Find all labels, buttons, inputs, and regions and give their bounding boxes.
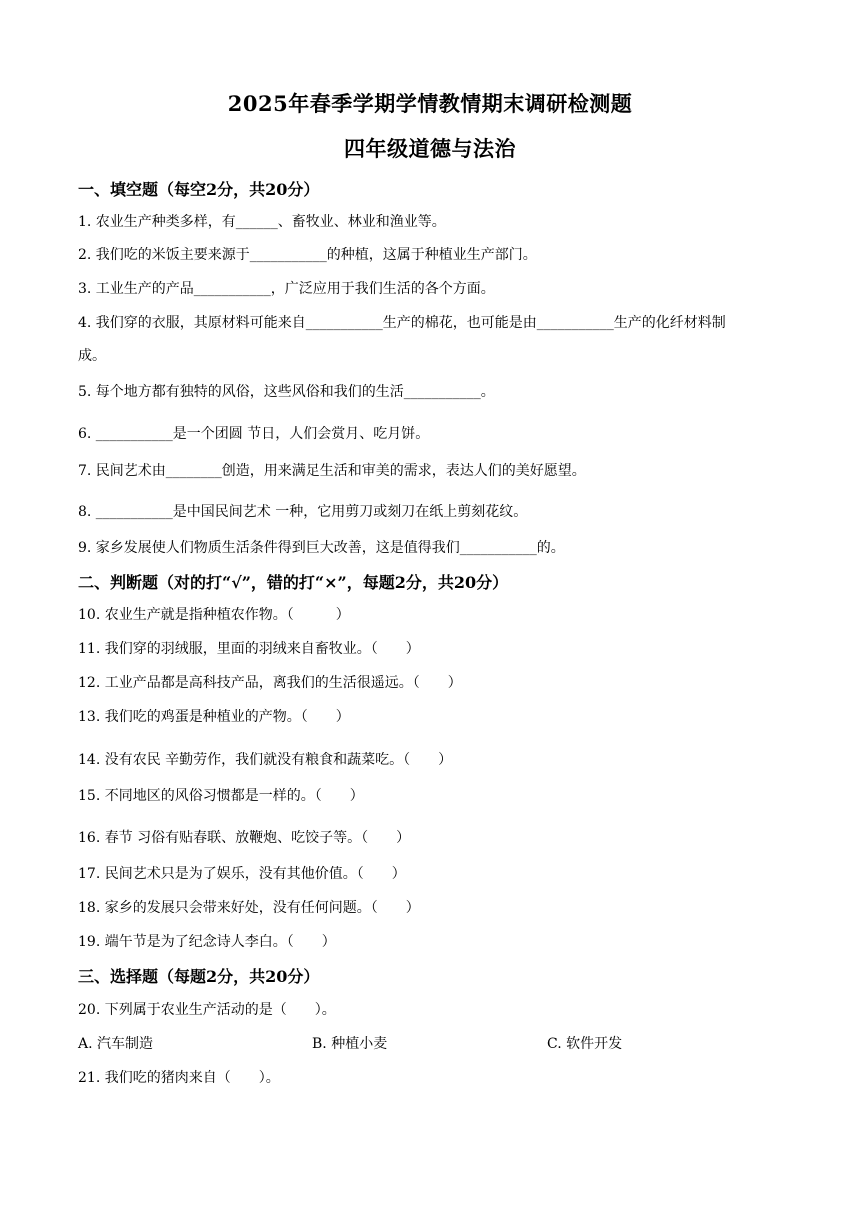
- question-11: 11. 我们穿的羽绒服，里面的羽绒来自畜牧业。（ ）: [78, 641, 420, 657]
- section-heading-judge: 二、判断题（对的打“√”，错的打“×”，每题2分，共20分）: [78, 573, 509, 592]
- question-8: 8. ___________是中国民间艺术 一种，它用剪刀或刻刀在纸上剪刻花纹。: [78, 504, 528, 520]
- question-1: 1. 农业生产种类多样，有______、畜牧业、林业和渔业等。: [78, 214, 446, 230]
- question-3: 3. 工业生产的产品___________，广泛应用于我们生活的各个方面。: [78, 281, 495, 297]
- question-21: 21. 我们吃的猪肉来自（ ）。: [78, 1070, 280, 1086]
- question-12: 12. 工业产品都是高科技产品，离我们的生活很遥远。（ ）: [78, 675, 462, 691]
- section-heading-choice: 三、选择题（每题2分，共20分）: [78, 967, 320, 986]
- question-4-continued: 成。: [78, 348, 106, 364]
- section-heading-fill-blank: 一、填空题（每空2分，共20分）: [78, 180, 320, 199]
- question-6: 6. ___________是一个团圆 节日，人们会赏月、吃月饼。: [78, 426, 430, 442]
- question-10: 10. 农业生产就是指种植农作物。（ ）: [78, 607, 350, 623]
- question-14: 14. 没有农民 辛勤劳作，我们就没有粮食和蔬菜吃。（ ）: [78, 752, 453, 768]
- question-15: 15. 不同地区的风俗习惯都是一样的。（ ）: [78, 788, 364, 804]
- question-20-option-c: C. 软件开发: [547, 1036, 623, 1052]
- question-17: 17. 民间艺术只是为了娱乐，没有其他价值。（ ）: [78, 866, 406, 882]
- question-4: 4. 我们穿的衣服，其原材料可能来自___________生产的棉花，也可能是由___________生产的化纤材料制: [78, 315, 726, 331]
- question-2: 2. 我们吃的米饭主要来源于___________的种植，这属于种植业生产部门。: [78, 247, 537, 263]
- question-7: 7. 民间艺术由________创造，用来满足生活和审美的需求，表达人们的美好愿望。: [78, 463, 586, 479]
- question-13: 13. 我们吃的鸡蛋是种植业的产物。（ ）: [78, 709, 350, 725]
- question-19: 19. 端午节是为了纪念诗人李白。（ ）: [78, 934, 336, 950]
- question-20: 20. 下列属于农业生产活动的是（ ）。: [78, 1002, 336, 1018]
- question-9: 9. 家乡发展使人们物质生活条件得到巨大改善，这是值得我们___________的。: [78, 540, 565, 556]
- question-20-option-b: B. 种植小麦: [312, 1036, 388, 1052]
- question-20-option-a: A. 汽车制造: [78, 1036, 154, 1052]
- exam-subtitle: 四年级道德与法治: [344, 136, 516, 161]
- question-16: 16. 春节 习俗有贴春联、放鞭炮、吃饺子等。（ ）: [78, 830, 411, 846]
- question-18: 18. 家乡的发展只会带来好处，没有任何问题。（ ）: [78, 900, 420, 916]
- exam-title: 2025年春季学期学情教情期末调研检测题: [227, 91, 633, 116]
- question-5: 5. 每个地方都有独特的风俗，这些风俗和我们的生活___________。: [78, 384, 495, 400]
